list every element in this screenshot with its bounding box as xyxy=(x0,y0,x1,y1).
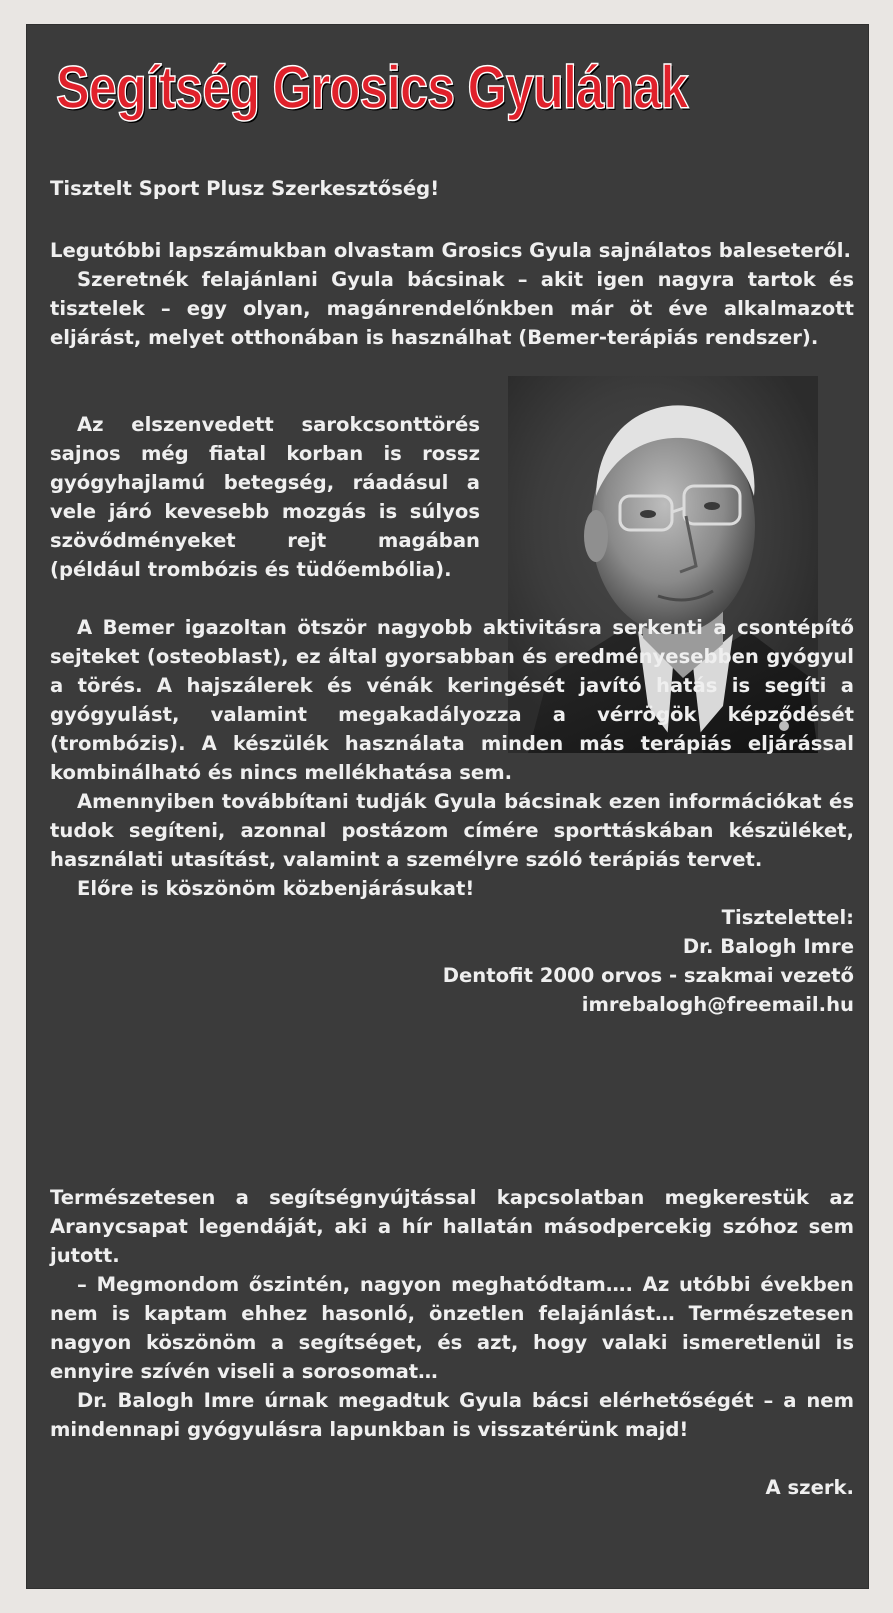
salutation: Tisztelt Sport Plusz Szerkesztőség! xyxy=(50,177,440,200)
headline: Segítség Grosics Gyulának xyxy=(56,54,688,121)
letter-paragraph: Legutóbbi lapszámukban olvastam Grosics Gyula sajnálatos baleseteről. xyxy=(50,239,851,262)
response-paragraph: Természetesen a segítségnyújtással kapcsolatban megkerestük az Aranycsapat legendáját, aki a hír hallatán másodpercekig szóhoz sem jutott. xyxy=(50,1186,854,1267)
letter-body xyxy=(50,236,854,352)
letter-body-narrow xyxy=(50,410,480,584)
response-paragraph: – Megmondom őszintén, nagyon meghatódtam…. Az utóbbi években nem is kaptam ehhez hasonló, önzetlen felajánlást… Természetesen nagyon köszönöm a segítséget, és azt, hogy valaki ismeretlenül is ennyire szívén viseli a sorosomat… xyxy=(50,1273,854,1383)
letter-paragraph: A Bemer igazoltan ötször nagyobb aktivitásra serkenti a csontépítő sejteket (osteoblast), ez által gyorsabban és eredményesebben gyógyul a törés. A hajszálerek és vénák keringését javító hatás is segíti a gyógyulást, valamint megakadályozza a vérrögök képződését (trombózis). A készülék használata minden más terápiás eljárással kombinálható és nincs mellékhatása sem. xyxy=(50,616,854,784)
signature-title: Dentofit 2000 orvos - szakmai vezető xyxy=(442,964,854,987)
editorial-response xyxy=(50,1183,854,1502)
signature-closing: Tisztelettel: xyxy=(721,906,854,929)
salutation-block xyxy=(50,174,854,203)
signature-name: Dr. Balogh Imre xyxy=(682,935,854,958)
article-panel xyxy=(26,24,869,1589)
byline: A szerk. xyxy=(765,1476,854,1499)
letter-paragraph: Előre is köszönöm közbenjárásukat! xyxy=(77,877,475,900)
letter-paragraph: Amennyiben továbbítani tudják Gyula bácsinak ezen információkat és tudok segíteni, azonnal postázom címére sporttáskában készüléket, használati utasítást, valamint a személyre szóló terápiás tervet. xyxy=(50,790,854,871)
signature-email: imrebalogh@freemail.hu xyxy=(581,993,854,1016)
letter-body-cont xyxy=(50,613,854,1019)
letter-paragraph: Szeretnék felajánlani Gyula bácsinak – akit igen nagyra tartok és tisztelek – egy olyan, magánrendelőnkben már öt éve alkalmazott eljárást, melyet otthonában is használhat (Bemer-terápiás rendszer). xyxy=(50,268,854,349)
response-paragraph: Dr. Balogh Imre úrnak megadtuk Gyula bácsi elérhetőségét – a nem mindennapi gyógyulásra lapunkban is visszatérünk majd! xyxy=(50,1389,854,1441)
letter-paragraph: Az elszenvedett sarokcsonttörés sajnos még fiatal korban is rossz gyógyhajlamú betegség, ráadásul a vele járó kevesebb mozgás is súlyos szövődményeket rejt magában (például trombózis és tüdőembólia). xyxy=(50,413,480,581)
